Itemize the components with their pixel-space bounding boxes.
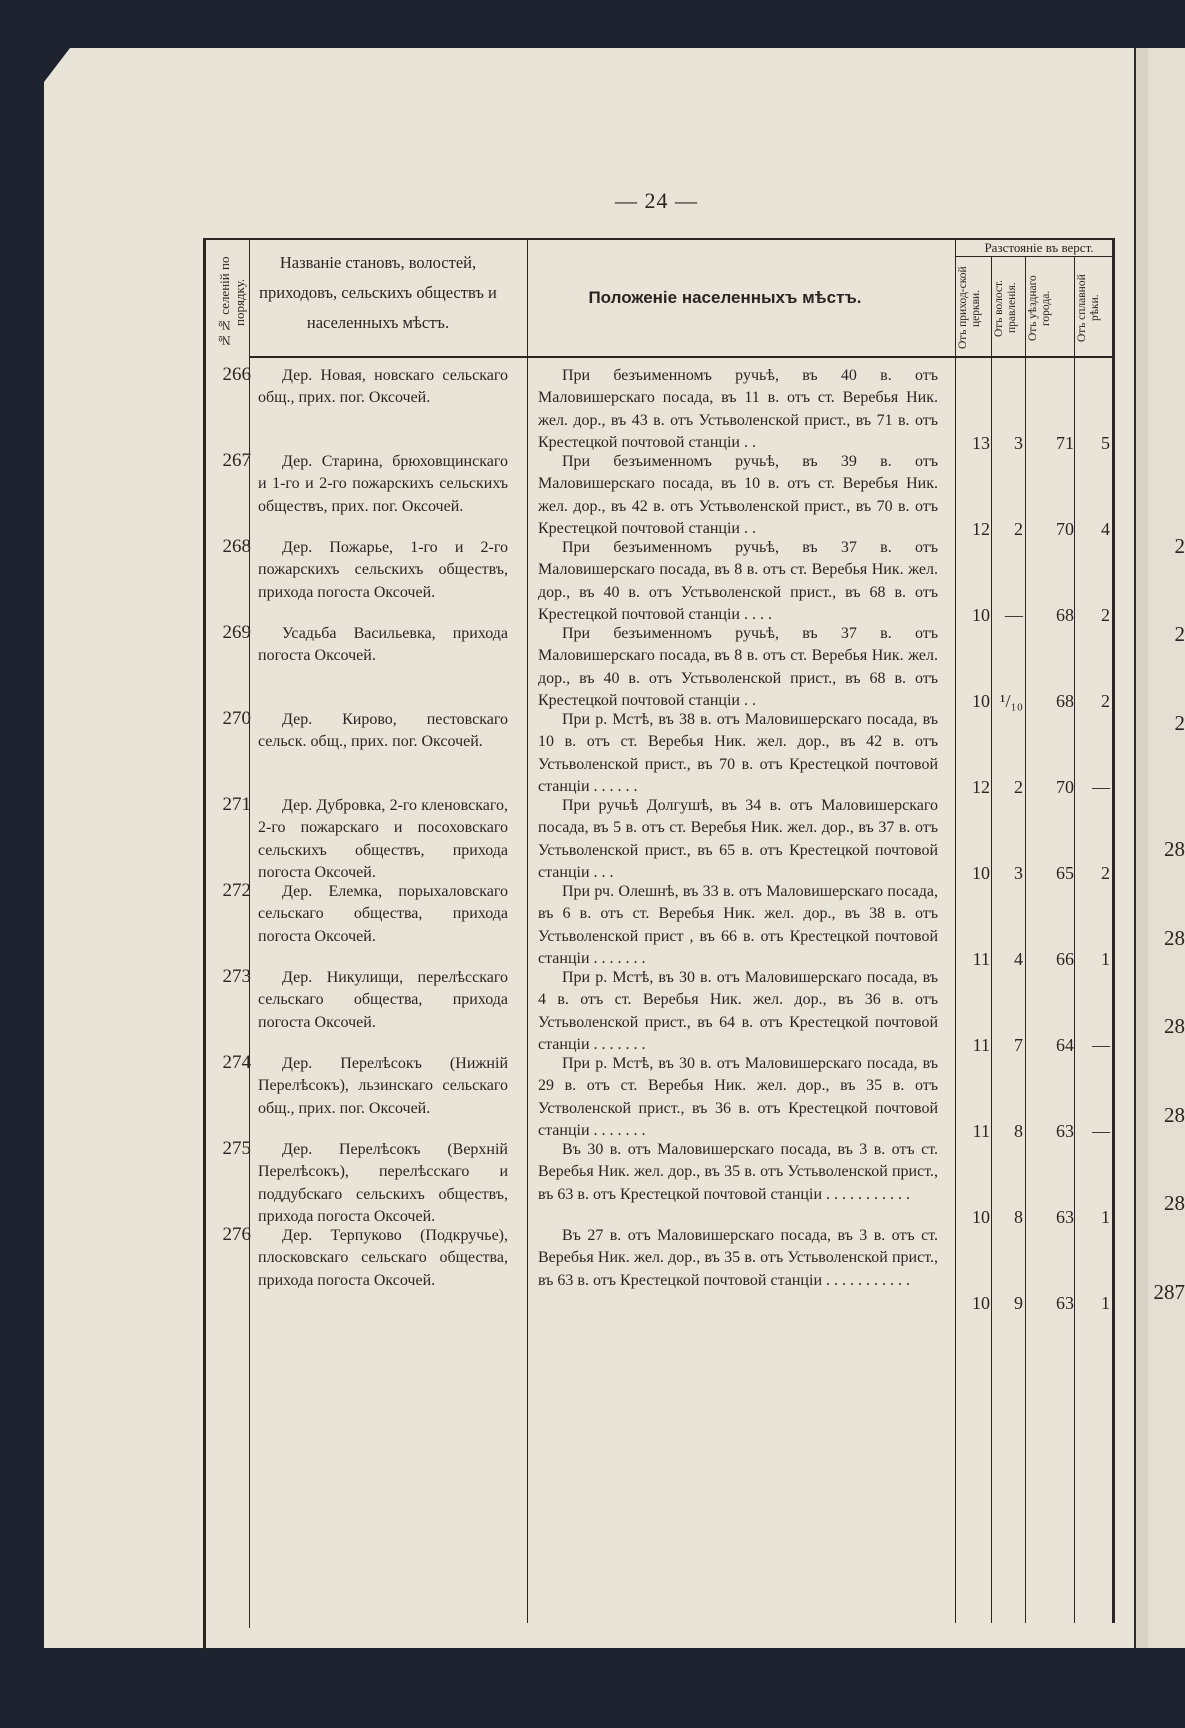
distance-volost: 4 — [993, 949, 1023, 970]
distance-river: 1 — [1076, 1207, 1110, 1228]
distance-river: — — [1076, 1121, 1110, 1142]
page-number: — 24 — — [615, 188, 698, 214]
settlement-position: Въ 27 в. отъ Маловишерскаго посада, въ 3 в. отъ ст. Веребья Ник. жел. дор., въ 35 в. отъ Устьволенской прист., въ 63 в. отъ Крестецкой почтовой станціи . . . . . . . . . . . — [538, 1225, 938, 1292]
settlement-name: Дер. Елемка, порыхаловскаго сельскаго общества, прихода погоста Оксочей. — [258, 881, 508, 948]
settlement-position: При рч. Олешнѣ, въ 33 в. отъ Маловишерскаго посада, въ 6 в. отъ ст. Веребья Ник. жел. дор., въ 38 в. отъ Устьволенской прист , въ 66 в. отъ Крестецкой почтовой станціи . . . . . . . — [538, 881, 938, 970]
settlement-name: Дер. Никулищи, перелѣсскаго сельскаго общества, прихода погоста Оксочей. — [258, 967, 508, 1034]
row-number: 271 — [211, 794, 251, 816]
header-sub-river: Отъ сплавной рѣки. — [1076, 262, 1112, 354]
settlement-position: При р. Мстѣ, въ 30 в. отъ Маловишерскаго посада, въ 29 в. отъ ст. Веребья Ник. жел. дор., въ 35 в. отъ Устволенской прист., въ 36 в. отъ Крестецкой почтовой станціи . . . . . . . — [538, 1053, 938, 1142]
settlement-name: Усадьба Васильевка, прихода погоста Оксочей. — [258, 623, 508, 668]
distance-volost: 2 — [993, 777, 1023, 798]
row-number: 273 — [211, 966, 251, 988]
settlement-position: При безъименномъ ручьѣ, въ 40 в. отъ Маловишерскаго посада, въ 11 в. отъ ст. Веребья Ник. жел. дор., въ 43 в. отъ Устьволенской прист., въ 71 в. отъ Крестецкой почтовой станціи . . — [538, 365, 938, 454]
distance-church: 11 — [954, 1035, 990, 1056]
distance-volost: ¹/₁₀ — [993, 691, 1023, 712]
row-number: 267 — [211, 450, 251, 472]
header-col-position: Положеніе населенныхъ мѣстъ. — [525, 288, 925, 308]
header-sub-volost: Отъ волост. правленія. — [993, 262, 1025, 354]
settlement-name: Дер. Дубровка, 2-го кленовскаго, 2-го пожарскаго и посоховскаго сельскихъ обществъ, прихода погоста Оксочей. — [258, 795, 508, 884]
distance-church: 10 — [954, 605, 990, 626]
next-page-number: 2 — [1175, 534, 1185, 559]
distance-river: — — [1076, 777, 1110, 798]
column-divider — [1025, 256, 1026, 1623]
distance-church: 12 — [954, 519, 990, 540]
distance-town: 70 — [1026, 777, 1074, 798]
row-number: 275 — [211, 1138, 251, 1160]
distance-church: 13 — [954, 433, 990, 454]
distance-volost: 7 — [993, 1035, 1023, 1056]
distance-town: 71 — [1026, 433, 1074, 454]
distance-church: 10 — [954, 691, 990, 712]
row-number: 276 — [211, 1224, 251, 1246]
distance-church: 10 — [954, 1207, 990, 1228]
distance-river: 5 — [1076, 433, 1110, 454]
distance-church: 10 — [954, 863, 990, 884]
next-page-fragment — [1148, 48, 1185, 1648]
distance-river: 2 — [1076, 691, 1110, 712]
header-sub-church: Отъ приход-ской церкви. — [957, 262, 991, 354]
distance-volost: 2 — [993, 519, 1023, 540]
distance-volost: 3 — [993, 433, 1023, 454]
distance-town: 68 — [1026, 605, 1074, 626]
distance-volost: 3 — [993, 863, 1023, 884]
next-page-number: 2 — [1175, 711, 1185, 736]
column-divider — [527, 238, 528, 1623]
distance-volost: 8 — [993, 1207, 1023, 1228]
column-divider — [991, 256, 992, 1623]
next-page-number: 28 — [1164, 1103, 1185, 1128]
row-number: 269 — [211, 622, 251, 644]
settlement-name: Дер. Перелѣсокъ (Верхній Перелѣсокъ), перелѣсскаго и поддубскаго сельскихъ обществъ, прихода погоста Оксочей. — [258, 1139, 508, 1228]
settlement-name: Дер. Старина, брюховщинскаго и 1-го и 2-го пожарскихъ сельскихъ обществъ, прих. пог. Оксочей. — [258, 451, 508, 518]
distance-town: 68 — [1026, 691, 1074, 712]
distance-church: 12 — [954, 777, 990, 798]
column-divider — [1074, 256, 1075, 1623]
table-border-right — [1112, 238, 1115, 1623]
table-border-left — [203, 238, 206, 1650]
settlement-position: При р. Мстѣ, въ 38 в. отъ Маловишерскаго посада, въ 10 в. отъ ст. Веребья Ник. жел. дор., въ 42 в. отъ Устьволенской прист., въ 70 в. отъ Крестецкой почтовой станціи . . . . . . — [538, 709, 938, 798]
next-page-number: 28 — [1164, 1014, 1185, 1039]
settlement-position: Въ 30 в. отъ Маловишерскаго посада, въ 3 в. отъ ст. Веребья Ник. жел. дор., въ 35 в. отъ Устьволенской прист., въ 63 в. отъ Крестецкой почтовой станціи . . . . . . . . . . . — [538, 1139, 938, 1206]
settlement-name: Дер. Перелѣсокъ (Нижній Перелѣсокъ), льзинскаго сельскаго общ., прих. пог. Оксочей. — [258, 1053, 508, 1120]
distance-church: 11 — [954, 949, 990, 970]
distance-river: — — [1076, 1035, 1110, 1056]
distance-volost: — — [993, 605, 1023, 626]
header-col-distance: Разстояніе въ верст. — [963, 240, 1115, 256]
distance-header-rule — [955, 256, 1113, 257]
settlement-position: При безъименномъ ручьѣ, въ 37 в. отъ Маловишерскаго посада, въ 8 в. отъ ст. Веребья Ник. жел. дор., въ 40 в. отъ Устьволенской прист., въ 68 в. отъ Крестецкой почтовой станціи . . — [538, 623, 938, 712]
next-page-number: 28 — [1164, 1191, 1185, 1216]
settlement-position: При безъименномъ ручьѣ, въ 39 в. отъ Маловишерскаго посада, въ 10 в. отъ ст. Веребья Ник. жел. дор., въ 42 в. отъ Устьволенской прист., въ 70 в. отъ Крестецкой почтовой станціи . . — [538, 451, 938, 540]
distance-volost: 8 — [993, 1121, 1023, 1142]
distance-town: 66 — [1026, 949, 1074, 970]
row-number: 268 — [211, 536, 251, 558]
settlement-name: Дер. Терпуково (Подкручье), плосковскаго сельскаго общества, прихода погоста Оксочей. — [258, 1225, 508, 1292]
settlement-name: Дер. Кирово, пестовскаго сельск. общ., прих. пог. Оксочей. — [258, 709, 508, 754]
next-page-number: 287 — [1154, 1280, 1185, 1305]
distance-river: 1 — [1076, 949, 1110, 970]
row-number: 274 — [211, 1052, 251, 1074]
next-page-number: 28 — [1164, 926, 1185, 951]
distance-church: 10 — [954, 1293, 990, 1314]
settlement-position: При безъименномъ ручьѣ, въ 37 в. отъ Маловишерскаго посада, въ 8 в. отъ ст. Веребья Ник. жел. дор., въ 40 в. отъ Устьволенской прист., въ 68 в. отъ Крестецкой почтовой станціи . . . . — [538, 537, 938, 626]
settlements-table — [203, 238, 1115, 1728]
distance-river: 1 — [1076, 1293, 1110, 1314]
row-number: 266 — [211, 364, 251, 386]
header-col-names: Названіе становъ, волостей, приходовъ, сельскихъ обществъ и населенныхъ мѣстъ. — [251, 248, 505, 338]
distance-town: 65 — [1026, 863, 1074, 884]
distance-town: 64 — [1026, 1035, 1074, 1056]
row-number: 272 — [211, 880, 251, 902]
distance-church: 11 — [954, 1121, 990, 1142]
distance-town: 63 — [1026, 1207, 1074, 1228]
distance-town: 63 — [1026, 1293, 1074, 1314]
page-edge — [1134, 48, 1148, 1648]
settlement-name: Дер. Новая, новскаго сельскаго общ., прих. пог. Оксочей. — [258, 365, 508, 410]
header-col-num: №№ селеній по порядку. — [217, 252, 251, 352]
distance-town: 63 — [1026, 1121, 1074, 1142]
distance-river: 2 — [1076, 863, 1110, 884]
header-sub-town: Отъ уѣзднаго города. — [1027, 262, 1074, 354]
settlement-position: При р. Мстѣ, въ 30 в. отъ Маловишерскаго посада, въ 4 в. отъ ст. Веребья Ник. жел. дор., въ 36 в. отъ Устьволенской прист., въ 64 в. отъ Крестецкой почтовой станціи . . . . . . . — [538, 967, 938, 1056]
settlement-position: При ручьѣ Долгушѣ, въ 34 в. отъ Маловишерскаго посада, въ 5 в. отъ ст. Веребья Ник. жел. дор., въ 37 в. отъ Устьволенской прист., въ 65 в. отъ Крестецкой почтовой станціи . . . — [538, 795, 938, 884]
distance-river: 2 — [1076, 605, 1110, 626]
settlement-name: Дер. Пожарье, 1-го и 2-го пожарскихъ сельскихъ обществъ, прихода погоста Оксочей. — [258, 537, 508, 604]
distance-volost: 9 — [993, 1293, 1023, 1314]
row-number: 270 — [211, 708, 251, 730]
distance-river: 4 — [1076, 519, 1110, 540]
next-page-number: 28 — [1164, 837, 1185, 862]
column-divider — [249, 238, 250, 1628]
distance-town: 70 — [1026, 519, 1074, 540]
next-page-number: 2 — [1175, 622, 1185, 647]
header-rule — [249, 356, 1113, 358]
